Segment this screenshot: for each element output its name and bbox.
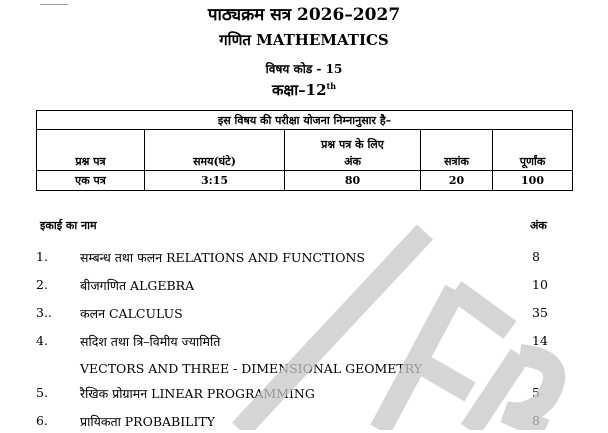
cell-marks: 80	[285, 171, 421, 191]
cell-paper: एक पत्र	[37, 171, 145, 191]
cell-total: 100	[493, 171, 573, 191]
units-header-name: इकाई का नाम	[40, 219, 97, 232]
unit-marks: 5	[532, 385, 540, 400]
unit-name: बीजगणित ALGEBRA	[80, 278, 195, 293]
unit-number: 3..	[36, 305, 52, 320]
unit-number: 6.	[36, 413, 48, 428]
unit-marks: 8	[532, 413, 540, 428]
unit-number: 4.	[36, 333, 48, 348]
subject-title: गणित MATHEMATICS	[219, 31, 389, 49]
table-row	[37, 171, 573, 191]
col-header-time: समय(घंटे)	[145, 130, 285, 171]
col-header-marks-line1: प्रश्न पत्र के लिए	[321, 138, 384, 151]
unit-name: रैखिक प्रोग्रामन LINEAR PROGRAMMING	[80, 386, 315, 401]
unit-number: 1.	[36, 249, 48, 264]
session-title: पाठ्यक्रम सत्र 2026–2027	[207, 5, 401, 25]
unit-marks: 8	[532, 249, 540, 264]
class-label-suffix: th	[326, 81, 337, 91]
unit-marks: 14	[532, 333, 548, 348]
unit-marks: 10	[532, 277, 548, 292]
cell-sessional: 20	[421, 171, 493, 191]
subject-code: विषय कोड - 15	[265, 62, 343, 76]
unit-name: सदिश तथा त्रि–विमीय ज्यामिति	[80, 334, 221, 349]
units-header-marks: अंक	[530, 219, 547, 232]
list-item	[0, 277, 608, 297]
exam-scheme-table	[36, 110, 573, 191]
col-header-marks	[285, 130, 421, 171]
class-label-text: कक्षा–12	[271, 81, 327, 99]
list-item	[0, 413, 608, 433]
col-header-total: पूर्णांक	[493, 130, 573, 171]
list-item	[0, 385, 608, 405]
unit-number: 2.	[36, 277, 48, 292]
unit-name: सम्बन्ध तथा फलन RELATIONS AND FUNCTIONS	[80, 250, 365, 265]
list-item	[0, 249, 608, 269]
class-label	[0, 80, 608, 100]
unit-subname: VECTORS AND THREE - DIMENSIONAL GEOMETRY	[80, 361, 422, 376]
unit-name: कलन CALCULUS	[80, 306, 183, 321]
exam-scheme-caption: इस विषय की परीक्षा योजना निम्नानुसार है–	[37, 111, 573, 130]
col-header-paper: प्रश्न पत्र	[37, 130, 145, 171]
unit-name: प्रायिकता PROBABILITY	[80, 414, 216, 429]
unit-number: 5.	[36, 385, 48, 400]
col-header-marks-line2: अंक	[344, 155, 361, 168]
list-item	[0, 305, 608, 325]
list-item	[0, 333, 608, 353]
cell-time: 3:15	[145, 171, 285, 191]
col-header-sessional: सत्रांक	[421, 130, 493, 171]
unit-marks: 35	[532, 305, 548, 320]
